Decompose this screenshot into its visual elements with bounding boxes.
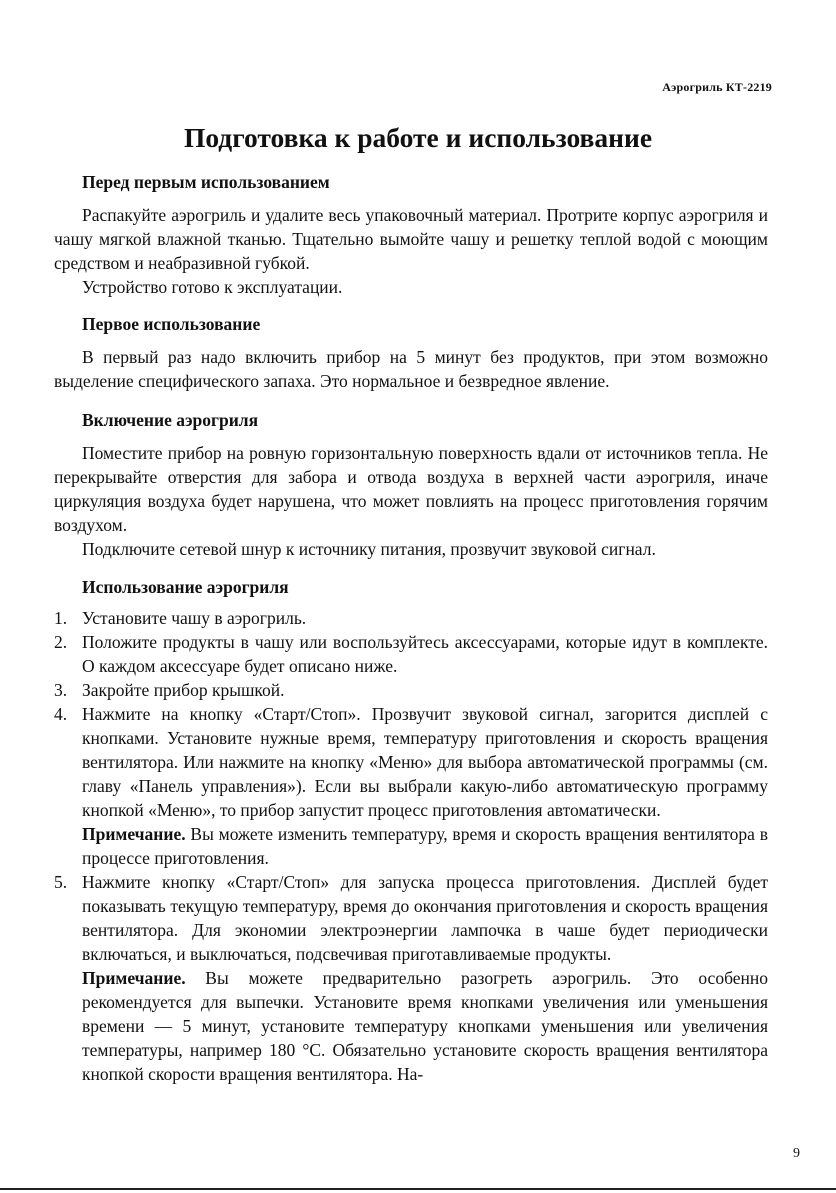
list-item xyxy=(54,678,768,702)
step-number: 1. xyxy=(54,608,68,628)
step-note xyxy=(82,822,768,870)
bottom-rule xyxy=(0,1188,836,1190)
section-first-use xyxy=(54,312,768,393)
step-number: 3. xyxy=(54,680,68,700)
section-heading: Использование аэрогриля xyxy=(82,577,289,597)
list-item xyxy=(54,630,768,678)
step-body xyxy=(82,702,768,870)
step-note xyxy=(82,966,768,1086)
note-text: Вы можете изменить температуру, время и скорость вращения вентилятора в процессе приготовления. xyxy=(82,824,768,868)
page-title: Подготовка к работе и использование xyxy=(183,122,653,153)
running-head: Аэрогриль КТ-2219 xyxy=(662,80,772,94)
step-number: 2. xyxy=(54,632,68,652)
section-using xyxy=(54,575,768,599)
step-text: Положите продукты в чашу или воспользуйтесь аксессуарами, которые идут в комплекте. О каждом аксессуаре будет описано ниже. xyxy=(82,632,768,676)
note-label: Примечание. xyxy=(82,968,186,988)
step-number: 5. xyxy=(54,872,68,892)
section-heading: Включение аэрогриля xyxy=(82,410,259,430)
step-text: Установите чашу в аэрогриль. xyxy=(82,608,307,628)
step-text: Нажмите кнопку «Старт/Стоп» для запуска процесса приготовления. Дисплей будет показывать текущую температуру, время до окончания приготовления и скорость вращения вентилятора. Для экономии электроэнергии лампочка в чаше будет периодически включаться, и выключаться, подсвечивая приготавливаемые продукты. xyxy=(82,872,768,964)
paragraph: Распакуйте аэрогриль и удалите весь упаковочный материал. Протрите корпус аэрогриля и чашу мягкой влажной тканью. Тщательно вымойте чашу и решетку теплой водой с моющим средством и неабразивной губкой. xyxy=(54,205,768,273)
paragraph: Поместите прибор на ровную горизонтальную поверхность вдали от источников тепла. Не перекрывайте отверстия для забора и отвода воздуха в верхней части аэрогриля, иначе циркуляция воздуха будет нарушена, что может повлиять на процесс приготовления горячим воздухом. xyxy=(54,443,768,535)
section-heading: Перед первым использованием xyxy=(82,172,330,192)
note-label: Примечание. xyxy=(82,824,186,844)
section-before-first-use xyxy=(54,170,768,299)
paragraph: Подключите сетевой шнур к источнику питания, прозвучит звуковой сигнал. xyxy=(82,539,656,559)
paragraph: В первый раз надо включить прибор на 5 минут без продуктов, при этом возможно выделение специфического запаха. Это нормальное и безвредное явление. xyxy=(54,347,768,391)
list-item xyxy=(54,606,768,630)
step-body xyxy=(82,870,768,1086)
list-item xyxy=(54,870,768,1086)
steps-list xyxy=(54,606,768,1086)
section-switching-on xyxy=(54,408,768,561)
note-text: Вы можете предварительно разогреть аэрогриль. Это особенно рекомендуется для выпечки. Установите время кнопками увеличения или уменьшения времени — 5 минут, установите температуру кнопками уменьшения или увеличения температуры, например 180 °С. Обязательно установите скорость вращения вентилятора кнопкой скорости вращения вентилятора. На- xyxy=(82,968,768,1084)
step-text: Нажмите на кнопку «Старт/Стоп». Прозвучит звуковой сигнал, загорится дисплей с кнопками. Установите нужные время, температуру приготовления и скорость вращения вентилятора. Или нажмите на кнопку «Меню» для выбора автоматической программы (см. главу «Панель управления»). Если вы выбрали какую-либо автоматическую программу кнопкой «Меню», то прибор запустит процесс приготовления автоматически. xyxy=(82,704,768,820)
step-text: Закройте прибор крышкой. xyxy=(82,680,285,700)
section-heading: Первое использование xyxy=(82,314,261,334)
step-number: 4. xyxy=(54,704,68,724)
paragraph: Устройство готово к эксплуатации. xyxy=(82,277,343,297)
page-number: 9 xyxy=(793,1146,800,1161)
list-item xyxy=(54,702,768,870)
